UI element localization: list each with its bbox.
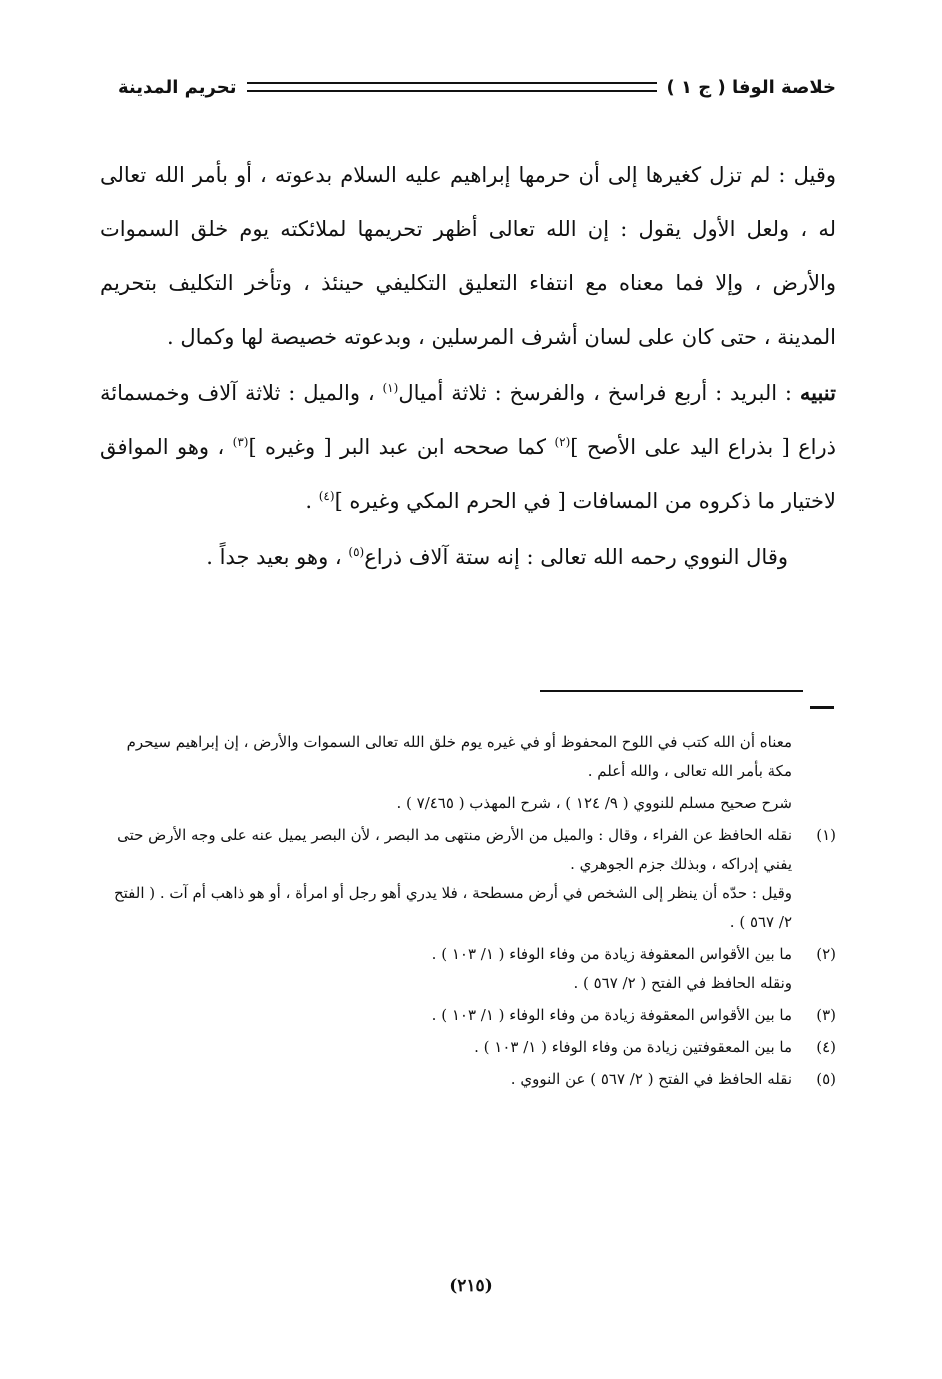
header-double-rule (247, 82, 657, 92)
footnote-text: ما بين الأقواس المعقوفة زيادة من وفاء الوفاء ( ١/ ١٠٣ ) . (431, 945, 792, 963)
book-title: خلاصة الوفا ( ج ١ ) (666, 76, 836, 98)
footnote-text: ما بين الأقواس المعقوفة زيادة من وفاء الوفاء ( ١/ ١٠٣ ) . (431, 1006, 792, 1024)
footnote-1 (100, 821, 836, 937)
footnote-number: (٢) (816, 945, 836, 963)
paragraph-3-text-a: وقال النووي رحمه الله تعالى : إنه ستة آلاف ذراع (364, 545, 788, 569)
paragraph-2-text-d: ، وهو الموافق لاختيار ما ذكروه من المسافات [ في الحرم المكي وغيره ] (100, 435, 836, 513)
footnote-separator (540, 690, 803, 692)
footnote-continuation-2: شرح صحيح مسلم للنووي ( ٩/ ١٢٤ ) ، شرح المهذب ( ٧/٤٦٥ ) . (396, 794, 792, 812)
footnote-ref-4: (٤) (318, 489, 335, 503)
footnote-text-extra: ونقله الحافظ في الفتح ( ٢/ ٥٦٧ ) . (573, 974, 792, 992)
footnote-number: (٥) (816, 1070, 836, 1088)
paragraph-2-text-a: : البريد : أربع فراسخ ، والفرسخ : ثلاثة أميال (398, 381, 800, 405)
footnote-2 (100, 940, 836, 998)
running-header (118, 72, 836, 102)
footnote-3 (100, 1001, 836, 1030)
main-text (100, 148, 836, 584)
footnotes (100, 728, 836, 1094)
footnote-number: (٤) (816, 1038, 836, 1056)
section-title: تحريم المدينة (118, 76, 237, 98)
paragraph-2-text-c: كما صححه ابن عبد البر [ وغيره ] (248, 435, 555, 459)
paragraph-2 (100, 366, 836, 528)
footnote-text: نقله الحافظ عن الفراء ، وقال : والميل من الأرض منتهى مد البصر ، لأن البصر يميل عنه على وجه الأرض حتى يفني إدراكه ، وبذلك جزم الجوهري . (117, 826, 792, 873)
footnote-ref-1: (١) (382, 381, 399, 395)
footnote-number: (١) (816, 826, 836, 844)
paragraph-2-text-b: ، والميل : ثلاثة آلاف وخمسمائة ذراع [ بذراع اليد على الأصح ] (100, 381, 837, 459)
footnote-4 (100, 1033, 836, 1062)
footnote-continuation-1: معناه أن الله كتب في اللوح المحفوظ أو في غيره يوم خلق الله تعالى السموات والأرض ، إن إبراهيم سيحرم مكة بأمر الله تعالى ، والله أعلم . (126, 733, 792, 780)
footnote-number: (٣) (816, 1006, 836, 1024)
footnote-ref-5: (٥) (348, 545, 365, 559)
footnote-5 (100, 1065, 836, 1094)
footnote-ref-3: (٣) (232, 435, 249, 449)
footnote-text: نقله الحافظ في الفتح ( ٢/ ٥٦٧ ) عن النووي . (510, 1070, 792, 1088)
footnote-text: ما بين المعقوفتين زيادة من وفاء الوفاء ( ١/ ١٠٣ ) . (474, 1038, 792, 1056)
paragraph-3 (100, 530, 836, 584)
footnote-ref-2: (٢) (554, 435, 571, 449)
paragraph-1: وقيل : لم تزل كغيرها إلى أن حرمها إبراهيم عليه السلام بدعوته ، أو بأمر الله تعالى له ، ولعل الأول يقول : إن الله تعالى أظهر تحريمها لملائكته يوم خلق السموات والأرض ، وإلا فما معناه مع انتفاء التعليق التكليفي حينئذ ، وتأخر التكليف بتحريم المدينة ، حتى كان على لسان أشرف المرسلين ، وبدعوته خصيصة لها وكمال . (100, 163, 836, 349)
paragraph-3-text-b: ، وهو بعيد جداً . (206, 545, 349, 569)
footnote-text-extra: وقيل : حدّه أن ينظر إلى الشخص في أرض مسطحة ، فلا يدري أهو رجل أو امرأة ، أو هو ذاهب أم آت . ( الفتح ٢/ ٥٦٧ ) . (113, 884, 792, 931)
paragraph-2-text-e: . (305, 489, 319, 513)
footnote-dash (810, 706, 834, 709)
page-number: (٢١٥) (449, 1276, 493, 1296)
tanbih-label: تنبيه (799, 380, 836, 405)
